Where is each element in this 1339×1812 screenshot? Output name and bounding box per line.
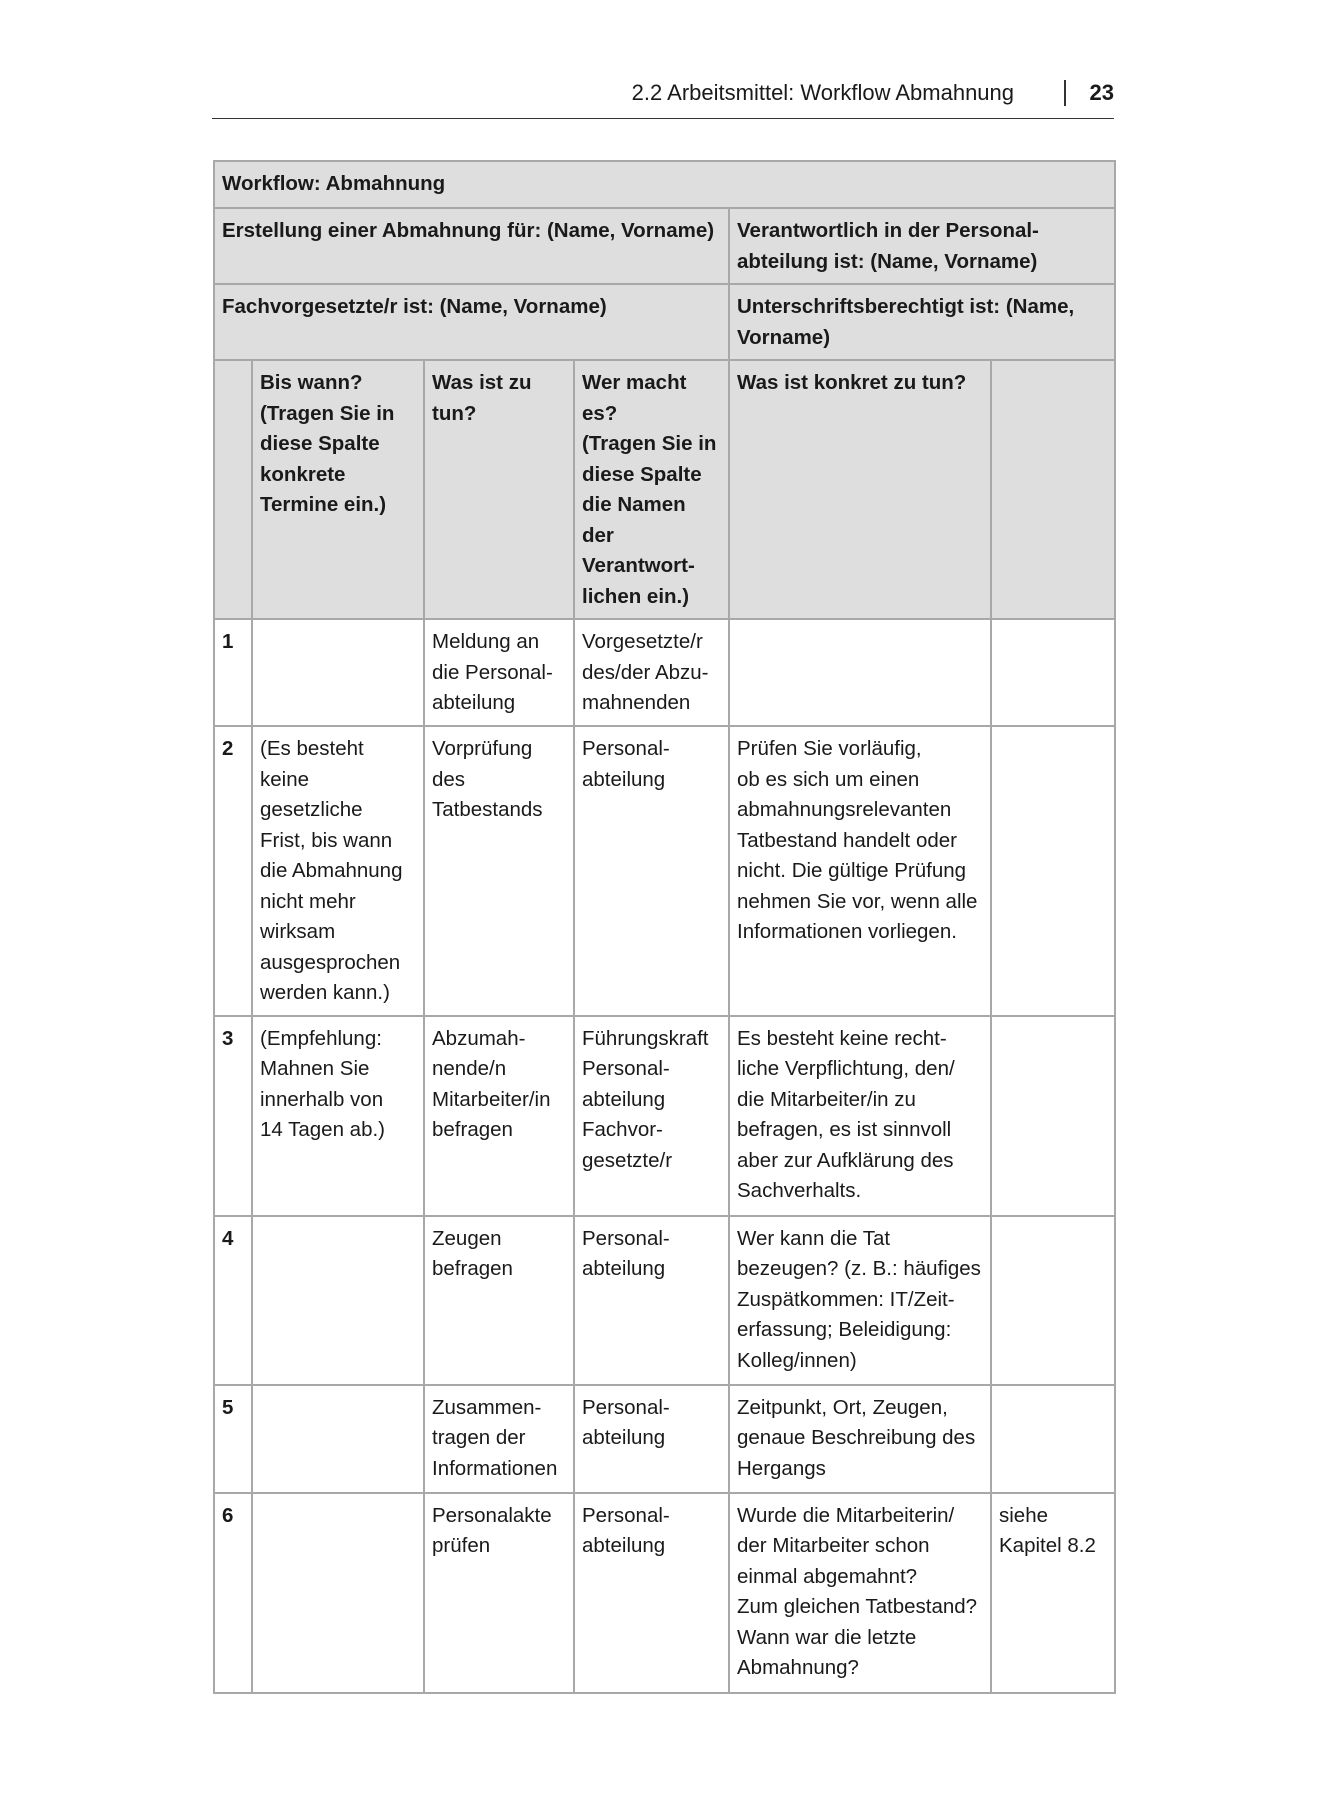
info-supervisor: Fachvorgesetzte/r ist: (Name, Vorname) xyxy=(214,284,729,360)
row-when xyxy=(252,1493,424,1693)
row-extra xyxy=(991,726,1115,1016)
row-who: Personal- abteilung xyxy=(574,1385,729,1493)
row-who: Führungskraft Personal- abteilung Fachvor- gesetzte/r xyxy=(574,1016,729,1216)
header-what: Was ist zu tun? xyxy=(424,360,574,619)
row-num: 1 xyxy=(214,619,252,726)
row-what: Meldung an die Personal- abteilung xyxy=(424,619,574,726)
table-row xyxy=(214,1493,1115,1693)
row-who: Vorgesetzte/r des/der Abzu- mahnenden xyxy=(574,619,729,726)
running-head-separator xyxy=(1064,80,1066,106)
row-extra: siehe Kapitel 8.2 xyxy=(991,1493,1115,1693)
row-num: 5 xyxy=(214,1385,252,1493)
row-what: Vorprüfung des Tatbestands xyxy=(424,726,574,1016)
row-who: Personal- abteilung xyxy=(574,726,729,1016)
info-hr-responsible: Verantwortlich in der Personal- abteilung ist: (Name, Vorname) xyxy=(729,208,1115,284)
running-head xyxy=(212,78,1114,119)
row-detail: Zeitpunkt, Ort, Zeugen, genaue Beschreibung des Hergangs xyxy=(729,1385,991,1493)
row-extra xyxy=(991,1016,1115,1216)
workflow-table xyxy=(213,160,1116,1694)
page-number: 23 xyxy=(1089,80,1114,105)
header-detail: Was ist konkret zu tun? xyxy=(729,360,991,619)
row-extra xyxy=(991,619,1115,726)
row-num: 4 xyxy=(214,1216,252,1385)
running-head-section: 2.2 Arbeitsmittel: Workflow Abmahnung xyxy=(631,80,1015,105)
row-what: Abzumah- nende/n Mitarbeiter/in befragen xyxy=(424,1016,574,1216)
row-who: Personal- abteilung xyxy=(574,1216,729,1385)
row-detail: Es besteht keine recht- liche Verpflichtung, den/ die Mitarbeiter/in zu befragen, es ist sinnvoll aber zur Aufklärung des Sachverhalts. xyxy=(729,1016,991,1216)
row-extra xyxy=(991,1385,1115,1493)
info-signatory: Unterschriftsberechtigt ist: (Name, Vorname) xyxy=(729,284,1115,360)
table-row xyxy=(214,619,1115,726)
row-extra xyxy=(991,1216,1115,1385)
header-num xyxy=(214,360,252,619)
row-who: Personal- abteilung xyxy=(574,1493,729,1693)
row-num: 3 xyxy=(214,1016,252,1216)
row-when: (Empfehlung: Mahnen Sie innerhalb von 14 Tagen ab.) xyxy=(252,1016,424,1216)
row-what: Zusammen- tragen der Informationen xyxy=(424,1385,574,1493)
row-detail: Wurde die Mitarbeiterin/ der Mitarbeiter schon einmal abgemahnt? Zum gleichen Tatbestand? Wann war die letzte Abmahnung? xyxy=(729,1493,991,1693)
row-when xyxy=(252,619,424,726)
table-row xyxy=(214,726,1115,1016)
row-when xyxy=(252,1385,424,1493)
table-row xyxy=(214,1216,1115,1385)
header-extra xyxy=(991,360,1115,619)
info-recipient: Erstellung einer Abmahnung für: (Name, Vorname) xyxy=(214,208,729,284)
row-when xyxy=(252,1216,424,1385)
header-row xyxy=(214,360,1115,619)
table-row xyxy=(214,1385,1115,1493)
header-when: Bis wann? (Tragen Sie in diese Spalte konkrete Termine ein.) xyxy=(252,360,424,619)
header-who: Wer macht es? (Tragen Sie in diese Spalte die Namen der Verantwort- lichen ein.) xyxy=(574,360,729,619)
row-detail xyxy=(729,619,991,726)
row-what: Personalakte prüfen xyxy=(424,1493,574,1693)
row-detail: Wer kann die Tat bezeugen? (z. B.: häufiges Zuspätkommen: IT/Zeit- erfassung; Beleidigung: Kolleg/innen) xyxy=(729,1216,991,1385)
table-title: Workflow: Abmahnung xyxy=(214,161,1115,208)
table-row xyxy=(214,1016,1115,1216)
row-num: 6 xyxy=(214,1493,252,1693)
row-detail: Prüfen Sie vorläufig, ob es sich um einen abmahnungsrelevanten Tatbestand handelt oder nicht. Die gültige Prüfung nehmen Sie vor, wenn alle Informationen vorliegen. xyxy=(729,726,991,1016)
row-when: (Es besteht keine gesetzliche Frist, bis wann die Abmahnung nicht mehr wirksam ausgesprochen werden kann.) xyxy=(252,726,424,1016)
row-num: 2 xyxy=(214,726,252,1016)
row-what: Zeugen befragen xyxy=(424,1216,574,1385)
